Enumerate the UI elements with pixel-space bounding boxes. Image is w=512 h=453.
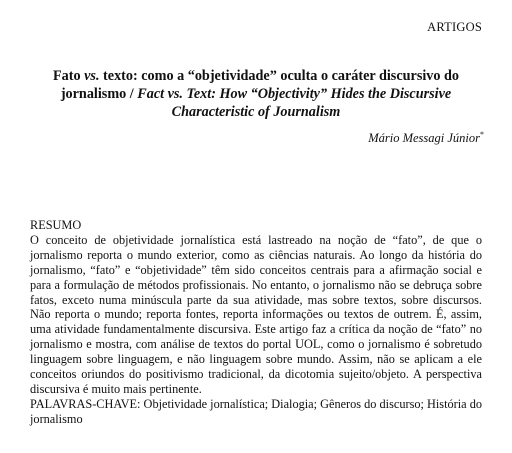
keywords-text: Objetividade jornalística; Dialogia; Gêneros do discurso; História do jornalismo [30,396,482,426]
abstract-body: O conceito de objetividade jornalística está lastreado na noção de “fato”, de que o jornalismo reporta o mundo exterior, como as ciências naturais. Ao longo da história do jornalismo, “fato” e “objetividade” têm sido conceitos centrais para a afirmação social e para a formulação de métodos profissionais. No entanto, o jornalismo não se debruça sobre fatos, exceto numa minúscula parte da sua atividade, mas sobre textos, sobre discursos. Não reporta o mundo; reporta fontes, reporta informações ou textos de outrem. É, assim, uma atividade fundamentalmente discursiva. Este artigo faz a crítica da noção de “fato” no jornalismo e mostra, com análise de textos do portal UOL, como o jornalismo é sobretudo linguagem sobre linguagem, e não linguagem sobre mundo. Assim, não se aplicam a ele conceitos oriundos do positivismo tradicional, da dicotomia sujeito/objeto. A perspectiva discursiva é muito mais pertinente. [30,232,482,396]
keywords [30,397,482,427]
author-name: Mário Messagi Júnior* [368,129,484,145]
title-english: Fact vs. Text: How “Objectivity” Hides the Discursive Characteristic of Journalism [137,86,452,120]
article-title [20,67,492,121]
abstract-heading: RESUMO [30,218,82,232]
keywords-label: PALAVRAS-CHAVE: [30,396,141,411]
title-portuguese: Fato vs. texto: como a “objetividade” oculta o caráter discursivo do jornalismo / Fact vs. Text: How “Objectivity” Hides the Discursive Characteristic of Journalism [52,68,459,120]
author-footnote-mark: * [480,129,484,139]
abstract-section [30,218,482,427]
section-label: ARTIGOS [427,20,482,34]
